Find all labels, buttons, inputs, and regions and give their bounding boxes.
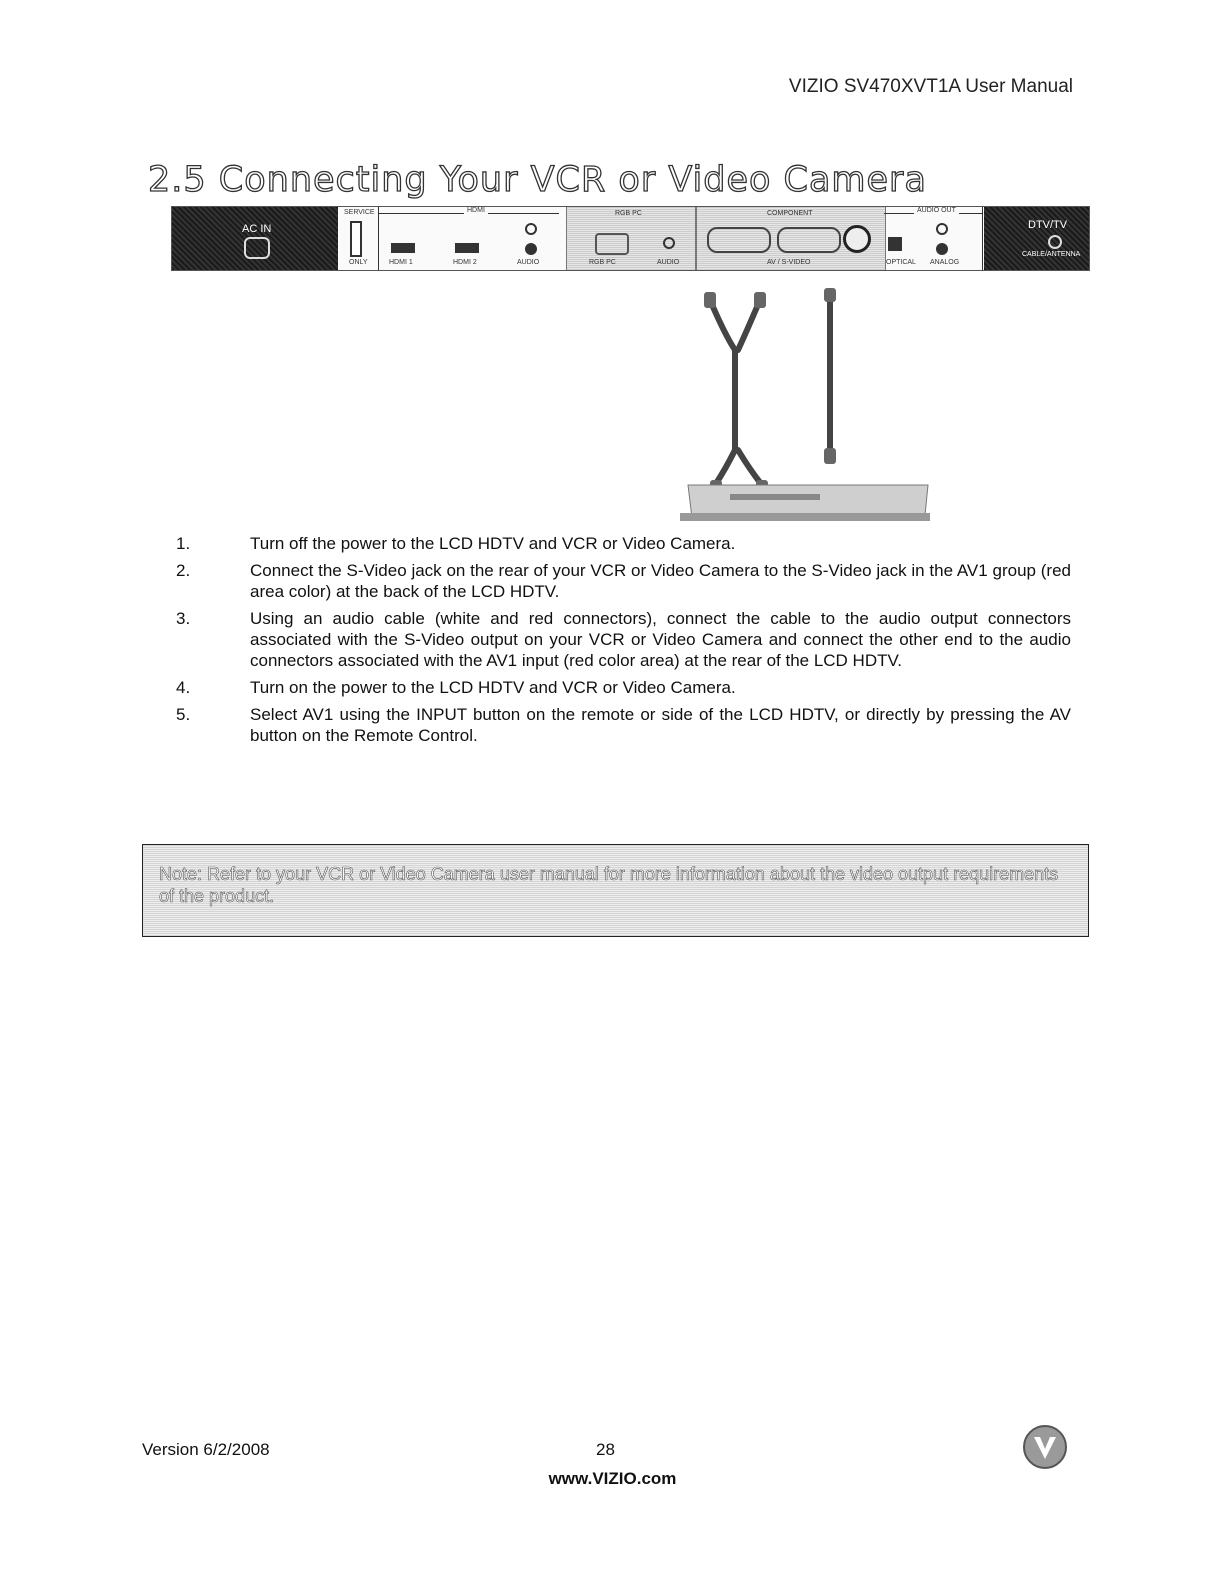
component-jacks-icon <box>707 227 771 253</box>
step-number: 2. <box>176 561 191 580</box>
coax-jack-icon <box>1048 235 1062 249</box>
section-heading: 2.5 Connecting Your VCR or Video Camera <box>148 160 927 200</box>
hdmi-label: HDMI <box>464 207 488 214</box>
hdmi2-label: HDMI 2 <box>453 259 477 266</box>
step-number: 3. <box>176 609 191 628</box>
s-video-jack-icon <box>843 225 871 253</box>
rgb-label: RGB PC <box>589 259 616 266</box>
audio-jack-icon <box>936 223 948 235</box>
list-item <box>176 608 1071 671</box>
component-label: COMPONENT <box>767 210 813 217</box>
audio-jack-icon <box>525 243 537 255</box>
optical-label: OPTICAL <box>886 259 916 266</box>
vizio-logo-icon <box>1022 1424 1068 1470</box>
cable-antenna-label: CABLE/ANTENNA <box>1022 251 1081 258</box>
service-label: SERVICE <box>344 209 375 216</box>
list-item <box>176 704 1071 746</box>
step-text: Connect the S-Video jack on the rear of your VCR or Video Camera to the S-Video jack in the AV1 group (red area color) at the back of the LCD HDTV. <box>250 561 1071 601</box>
av-svideo-label: AV / S-VIDEO <box>767 259 811 266</box>
rgb-pc-group <box>566 207 696 270</box>
hdmi-port-icon <box>391 243 415 253</box>
instruction-steps <box>176 533 1071 752</box>
note-text: Note: Refer to your VCR or Video Camera user manual for more information about the video output requirements of the product. <box>159 864 1059 906</box>
audio-cable-icon <box>710 300 735 485</box>
audio-out-group <box>884 207 983 270</box>
component-av-group <box>696 207 886 270</box>
step-number: 5. <box>176 705 191 724</box>
dtv-area <box>984 207 1089 270</box>
vcr-device-icon <box>680 485 930 521</box>
audio-jack-icon <box>525 223 537 235</box>
service-port-icon <box>350 221 362 257</box>
rgb-audio-label: AUDIO <box>657 259 680 266</box>
page-number: 28 <box>596 1440 615 1459</box>
tv-rear-panel-diagram <box>171 206 1090 271</box>
list-item <box>176 677 1071 698</box>
vga-port-icon <box>595 233 629 255</box>
step-text: Select AV1 using the INPUT button on the remote or side of the LCD HDTV, or directly by pressing the AV button on the Remote Control. <box>250 705 1071 745</box>
note-box <box>142 844 1089 937</box>
vcr-cable-illustration <box>670 280 940 530</box>
hdmi1-label: HDMI 1 <box>389 259 413 266</box>
rgb-pc-label: RGB PC <box>615 210 642 217</box>
hdmi-port-icon <box>455 243 479 253</box>
list-item <box>176 560 1071 602</box>
audio-jack-icon <box>663 237 675 249</box>
audio-out-label: AUDIO OUT <box>914 207 959 214</box>
optical-port-icon <box>888 237 902 251</box>
step-number: 4. <box>176 678 191 697</box>
list-item <box>176 533 1071 554</box>
step-number: 1. <box>176 534 191 553</box>
step-text: Turn off the power to the LCD HDTV and VCR or Video Camera. <box>250 534 736 553</box>
footer-version: Version 6/2/2008 <box>142 1440 270 1459</box>
ac-in-area <box>172 207 338 270</box>
dtv-label: DTV/TV <box>1028 219 1068 231</box>
step-text: Turn on the power to the LCD HDTV and VCR or Video Camera. <box>250 678 736 697</box>
ac-in-label: AC IN <box>242 223 272 235</box>
footer-url: www.VIZIO.com <box>548 1469 677 1488</box>
manual-title: VIZIO SV470XVT1A User Manual <box>788 76 1073 97</box>
audio-jack-icon <box>936 243 948 255</box>
service-only-label: ONLY <box>349 259 368 266</box>
power-socket-icon <box>244 237 270 259</box>
hdmi-group <box>378 207 559 270</box>
analog-label: ANALOG <box>930 259 960 266</box>
hdmi-audio-label: AUDIO <box>517 259 540 266</box>
av-jacks-icon <box>777 227 841 253</box>
step-text: Using an audio cable (white and red connectors), connect the cable to the audio output connectors associated with the S-Video output on your VCR or Video Camera and connect the other end to the audio connectors associated with the AV1 input (red color area) at the rear of the LCD HDTV. <box>250 609 1071 670</box>
